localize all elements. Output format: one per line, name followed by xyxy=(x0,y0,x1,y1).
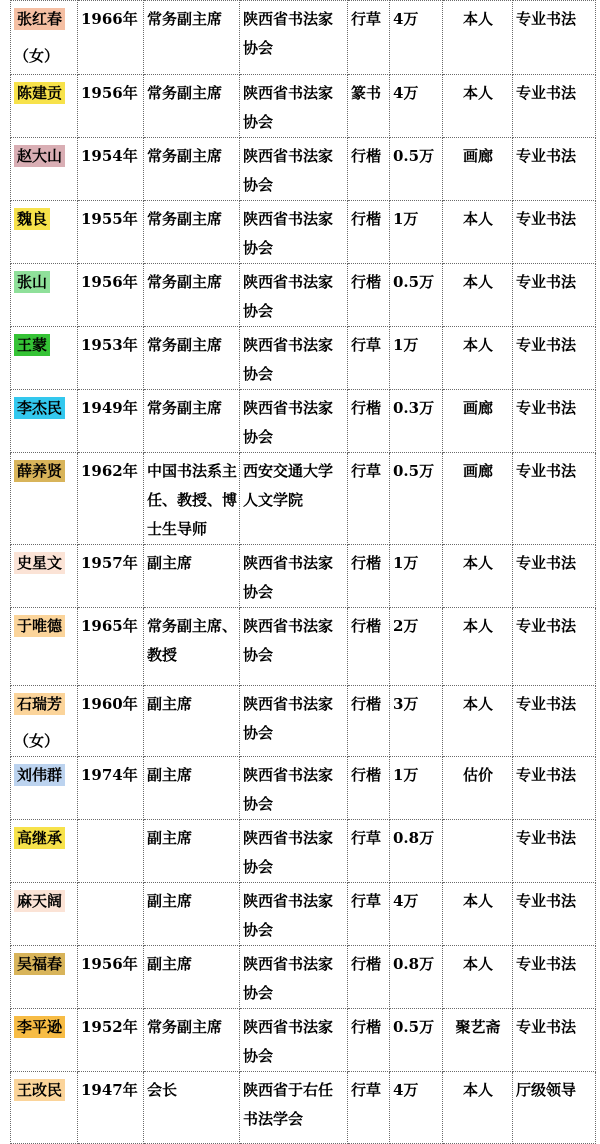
artist-name: 麻天阔 xyxy=(14,890,65,912)
year-cell: 1956年 xyxy=(78,946,144,1009)
category-cell: 专业书法 xyxy=(513,545,596,608)
table-row xyxy=(11,327,596,390)
table-body xyxy=(11,1,596,1144)
name-cell xyxy=(11,757,78,820)
name-cell xyxy=(11,264,78,327)
source-cell: 本人 xyxy=(443,883,513,946)
title-cell: 常务副主席、教授 xyxy=(144,608,240,686)
title-cell: 副主席 xyxy=(144,820,240,883)
category-cell: 专业书法 xyxy=(513,264,596,327)
table-row xyxy=(11,75,596,138)
year-cell: 1974年 xyxy=(78,757,144,820)
artist-name: 魏良 xyxy=(14,208,50,230)
source-cell: 画廊 xyxy=(443,390,513,453)
name-cell xyxy=(11,1009,78,1072)
title-cell: 副主席 xyxy=(144,545,240,608)
table-row xyxy=(11,138,596,201)
table-row xyxy=(11,1,596,75)
name-cell xyxy=(11,138,78,201)
artist-gender-note: （女） xyxy=(14,47,60,65)
category-cell: 专业书法 xyxy=(513,1,596,75)
price-cell: 0.8万 xyxy=(390,820,443,883)
year-cell: 1954年 xyxy=(78,138,144,201)
name-cell xyxy=(11,453,78,545)
title-cell: 副主席 xyxy=(144,946,240,1009)
year-cell: 1962年 xyxy=(78,453,144,545)
artist-name: 史星文 xyxy=(14,552,65,574)
category-cell: 专业书法 xyxy=(513,138,596,201)
year-cell xyxy=(78,883,144,946)
year-cell: 1955年 xyxy=(78,201,144,264)
year-cell: 1953年 xyxy=(78,327,144,390)
source-cell xyxy=(443,820,513,883)
source-cell: 本人 xyxy=(443,608,513,686)
org-cell: 陕西省书法家协会 xyxy=(240,327,348,390)
price-cell: 0.5万 xyxy=(390,1009,443,1072)
style-cell: 行草 xyxy=(348,327,390,390)
org-cell: 陕西省书法家协会 xyxy=(240,264,348,327)
artist-name: 王蒙 xyxy=(14,334,50,356)
category-cell: 专业书法 xyxy=(513,75,596,138)
artist-name: 王改民 xyxy=(14,1079,65,1101)
style-cell: 行楷 xyxy=(348,686,390,757)
year-cell: 1947年 xyxy=(78,1072,144,1144)
title-cell: 常务副主席 xyxy=(144,1,240,75)
table-row xyxy=(11,1072,596,1144)
price-cell: 1万 xyxy=(390,327,443,390)
style-cell: 行楷 xyxy=(348,201,390,264)
table-row xyxy=(11,264,596,327)
name-cell xyxy=(11,201,78,264)
category-cell: 专业书法 xyxy=(513,608,596,686)
price-cell: 2万 xyxy=(390,608,443,686)
category-cell: 专业书法 xyxy=(513,686,596,757)
year-cell xyxy=(78,820,144,883)
name-cell xyxy=(11,883,78,946)
year-cell: 1956年 xyxy=(78,264,144,327)
artist-name: 张山 xyxy=(14,271,50,293)
org-cell: 陕西省书法家协会 xyxy=(240,820,348,883)
org-cell: 陕西省书法家协会 xyxy=(240,75,348,138)
table-row xyxy=(11,201,596,264)
year-cell: 1965年 xyxy=(78,608,144,686)
source-cell: 画廊 xyxy=(443,138,513,201)
org-cell: 陕西省书法家协会 xyxy=(240,757,348,820)
category-cell: 专业书法 xyxy=(513,1009,596,1072)
source-cell: 本人 xyxy=(443,946,513,1009)
source-cell: 本人 xyxy=(443,264,513,327)
title-cell: 常务副主席 xyxy=(144,138,240,201)
artist-name: 赵大山 xyxy=(14,145,65,167)
title-cell: 副主席 xyxy=(144,686,240,757)
style-cell: 行草 xyxy=(348,883,390,946)
category-cell: 专业书法 xyxy=(513,946,596,1009)
category-cell: 专业书法 xyxy=(513,820,596,883)
category-cell: 专业书法 xyxy=(513,390,596,453)
price-cell: 0.3万 xyxy=(390,390,443,453)
price-cell: 4万 xyxy=(390,75,443,138)
category-cell: 专业书法 xyxy=(513,453,596,545)
org-cell: 陕西省书法家协会 xyxy=(240,1,348,75)
price-cell: 1万 xyxy=(390,757,443,820)
org-cell: 陕西省书法家协会 xyxy=(240,545,348,608)
artist-gender-note: （女） xyxy=(14,732,60,750)
title-cell: 副主席 xyxy=(144,757,240,820)
source-cell: 本人 xyxy=(443,545,513,608)
category-cell: 专业书法 xyxy=(513,883,596,946)
name-cell xyxy=(11,686,78,757)
artist-name: 李杰民 xyxy=(14,397,65,419)
artist-name: 石瑞芳 xyxy=(14,693,65,715)
title-cell: 常务副主席 xyxy=(144,390,240,453)
table-row xyxy=(11,883,596,946)
name-cell xyxy=(11,820,78,883)
org-cell: 西安交通大学人文学院 xyxy=(240,453,348,545)
category-cell: 厅级领导 xyxy=(513,1072,596,1144)
name-cell xyxy=(11,1,78,75)
year-cell: 1960年 xyxy=(78,686,144,757)
artist-name: 李平逊 xyxy=(14,1016,65,1038)
style-cell: 行楷 xyxy=(348,264,390,327)
style-cell: 篆书 xyxy=(348,75,390,138)
name-cell xyxy=(11,608,78,686)
title-cell: 常务副主席 xyxy=(144,75,240,138)
artist-name: 薛养贤 xyxy=(14,460,65,482)
source-cell: 估价 xyxy=(443,757,513,820)
price-cell: 4万 xyxy=(390,1,443,75)
source-cell: 本人 xyxy=(443,1072,513,1144)
artist-name: 吴福春 xyxy=(14,953,65,975)
org-cell: 陕西省书法家协会 xyxy=(240,390,348,453)
title-cell: 常务副主席 xyxy=(144,264,240,327)
artist-name: 于唯德 xyxy=(14,615,65,637)
calligraphers-table-page xyxy=(10,0,595,1144)
table-row xyxy=(11,545,596,608)
artist-name: 陈建贡 xyxy=(14,82,65,104)
style-cell: 行草 xyxy=(348,1,390,75)
style-cell: 行草 xyxy=(348,1072,390,1144)
price-cell: 1万 xyxy=(390,545,443,608)
calligraphers-table xyxy=(10,0,596,1144)
org-cell: 陕西省书法家协会 xyxy=(240,608,348,686)
org-cell: 陕西省书法家协会 xyxy=(240,138,348,201)
title-cell: 常务副主席 xyxy=(144,327,240,390)
style-cell: 行楷 xyxy=(348,545,390,608)
source-cell: 本人 xyxy=(443,686,513,757)
price-cell: 4万 xyxy=(390,883,443,946)
year-cell: 1956年 xyxy=(78,75,144,138)
style-cell: 行楷 xyxy=(348,138,390,201)
source-cell: 聚艺斋 xyxy=(443,1009,513,1072)
price-cell: 0.5万 xyxy=(390,453,443,545)
name-cell xyxy=(11,75,78,138)
table-row xyxy=(11,608,596,686)
price-cell: 1万 xyxy=(390,201,443,264)
table-row xyxy=(11,946,596,1009)
title-cell: 常务副主席 xyxy=(144,201,240,264)
title-cell: 会长 xyxy=(144,1072,240,1144)
title-cell: 常务副主席 xyxy=(144,1009,240,1072)
style-cell: 行草 xyxy=(348,820,390,883)
style-cell: 行楷 xyxy=(348,608,390,686)
name-cell xyxy=(11,327,78,390)
year-cell: 1952年 xyxy=(78,1009,144,1072)
table-row xyxy=(11,686,596,757)
category-cell: 专业书法 xyxy=(513,327,596,390)
org-cell: 陕西省书法家协会 xyxy=(240,946,348,1009)
name-cell xyxy=(11,1072,78,1144)
org-cell: 陕西省书法家协会 xyxy=(240,883,348,946)
year-cell: 1949年 xyxy=(78,390,144,453)
artist-name: 张红春 xyxy=(14,8,65,30)
org-cell: 陕西省于右任书法学会 xyxy=(240,1072,348,1144)
artist-name: 刘伟群 xyxy=(14,764,65,786)
style-cell: 行楷 xyxy=(348,757,390,820)
table-row xyxy=(11,390,596,453)
title-cell: 副主席 xyxy=(144,883,240,946)
org-cell: 陕西省书法家协会 xyxy=(240,201,348,264)
name-cell xyxy=(11,390,78,453)
title-cell: 中国书法系主任、教授、博士生导师 xyxy=(144,453,240,545)
source-cell: 本人 xyxy=(443,75,513,138)
category-cell: 专业书法 xyxy=(513,201,596,264)
source-cell: 本人 xyxy=(443,1,513,75)
table-row xyxy=(11,1009,596,1072)
org-cell: 陕西省书法家协会 xyxy=(240,1009,348,1072)
price-cell: 0.5万 xyxy=(390,138,443,201)
source-cell: 本人 xyxy=(443,201,513,264)
table-row xyxy=(11,820,596,883)
year-cell: 1966年 xyxy=(78,1,144,75)
category-cell: 专业书法 xyxy=(513,757,596,820)
style-cell: 行楷 xyxy=(348,390,390,453)
price-cell: 0.8万 xyxy=(390,946,443,1009)
price-cell: 4万 xyxy=(390,1072,443,1144)
style-cell: 行楷 xyxy=(348,946,390,1009)
table-row xyxy=(11,757,596,820)
source-cell: 画廊 xyxy=(443,453,513,545)
style-cell: 行楷 xyxy=(348,1009,390,1072)
name-cell xyxy=(11,545,78,608)
year-cell: 1957年 xyxy=(78,545,144,608)
price-cell: 0.5万 xyxy=(390,264,443,327)
table-row xyxy=(11,453,596,545)
org-cell: 陕西省书法家协会 xyxy=(240,686,348,757)
artist-name: 高继承 xyxy=(14,827,65,849)
source-cell: 本人 xyxy=(443,327,513,390)
price-cell: 3万 xyxy=(390,686,443,757)
style-cell: 行草 xyxy=(348,453,390,545)
name-cell xyxy=(11,946,78,1009)
